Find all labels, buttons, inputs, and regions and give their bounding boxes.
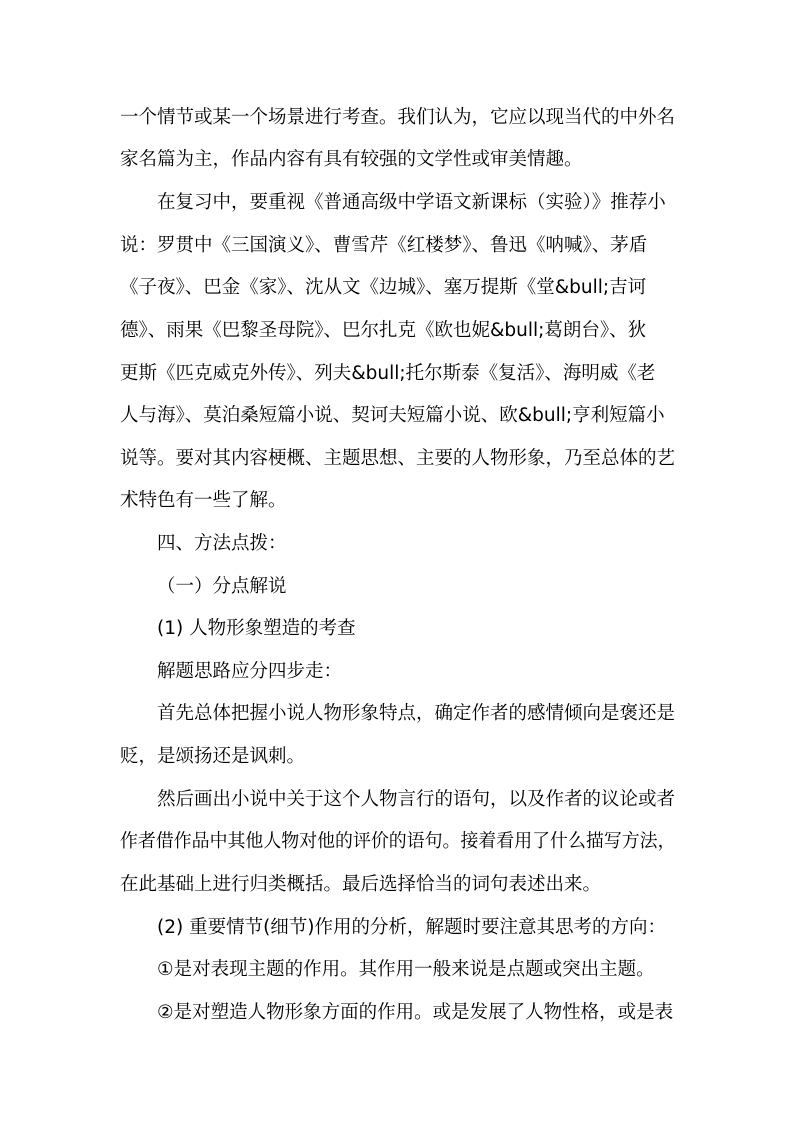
paragraph-start-line: 解题思路应分四步走： (157, 661, 343, 682)
text-line: 家名篇为主，作品内容有具有较强的文学性或审美情趣。 (120, 149, 583, 170)
text-line: 说等。要对其内容梗概、主题思想、主要的人物形象，乃至总体的艺 (120, 448, 676, 469)
paragraph-start-line: ②是对塑造人物形象方面的作用。或是发展了人物性格，或是表 (157, 1002, 674, 1023)
section-heading: 四、方法点拨： (157, 533, 287, 554)
point-heading: (2) 重要情节(细节)作用的分析，解题时要注意其思考的方向： (157, 917, 667, 938)
text-line: 一个情节或某一个场景进行考查。我们认为，它应以现当代的中外名 (120, 107, 676, 128)
paragraph-start-line: ①是对表现主题的作用。其作用一般来说是点题或突出主题。 (157, 959, 655, 980)
subsection-heading: （一）分点解说 (157, 576, 287, 597)
text-line: 在此基础上进行归类概括。最后选择恰当的词句表述出来。 (120, 874, 602, 895)
paragraph-start-line: 首先总体把握小说人物形象特点，确定作者的感情倾向是褒还是 (157, 703, 676, 724)
text-line: 术特色有一些了解。 (120, 490, 287, 511)
paragraph-start-line: 在复习中，要重视《普通高级中学语文新课标（实验）》推荐小 (157, 192, 666, 213)
text-line: 更斯《匹克威克外传》、列夫&bull;托尔斯泰《复活》、海明威《老 (120, 363, 656, 384)
text-line: 德》、雨果《巴黎圣母院》、巴尔扎克《欧也妮&bull;葛朗台》、狄 (120, 320, 647, 341)
text-line: 贬，是颂扬还是讽刺。 (120, 746, 306, 767)
text-line: 《子夜》、巴金《家》、沈从文《边城》、塞万提斯《堂&bull;吉诃 (120, 277, 647, 298)
text-line: 作者借作品中其他人物对他的评价的语句。接着看用了什么描写方法， (120, 831, 676, 852)
paragraph-start-line: 然后画出小说中关于这个人物言行的语句，以及作者的议论或者 (157, 789, 676, 810)
text-line: 说：罗贯中《三国演义》、曹雪芹《红楼梦》、鲁迅《呐喊》、茅盾 (120, 235, 648, 256)
point-heading: (1) 人物形象塑造的考查 (157, 618, 356, 639)
text-line: 人与海》、莫泊桑短篇小说、契诃夫短篇小说、欧&bull;亨利短篇小 (120, 405, 665, 426)
